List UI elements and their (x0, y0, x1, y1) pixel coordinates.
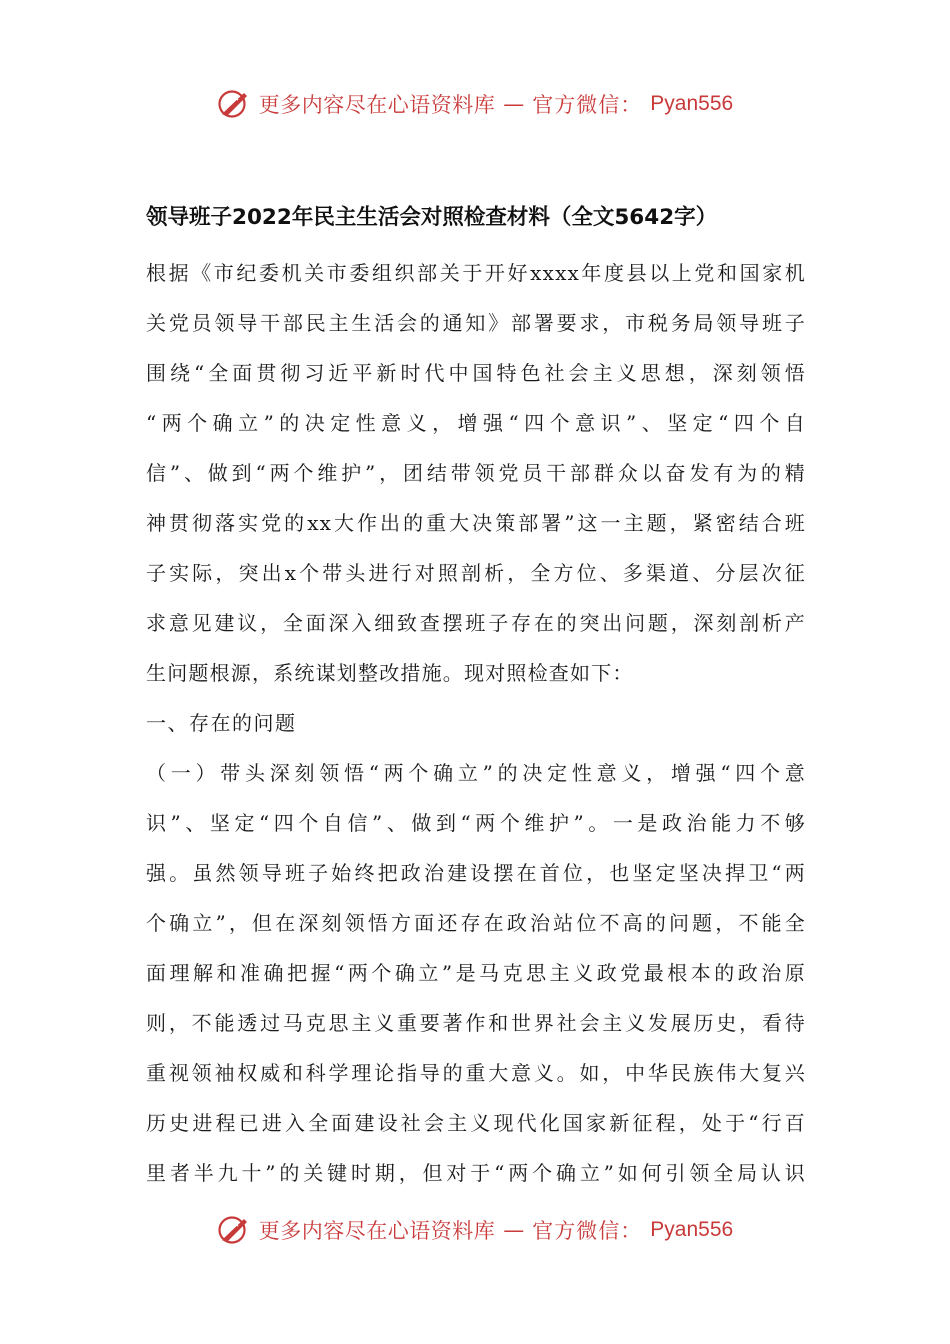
body-line: 里者半九十”的关键时期，但对于“两个确立”如何引领全局认识 (146, 1161, 806, 1185)
header-banner (0, 84, 950, 124)
document-title: 领导班子2022年民主生活会对照检查材料（全文5642字） (146, 205, 718, 230)
body-line: 重视领袖权威和科学理论指导的重大意义。如，中华民族伟大复兴 (146, 1061, 806, 1085)
document-body (146, 248, 806, 1198)
body-line: 信”、做到“两个维护”，团结带领党员干部群众以奋发有为的精 (146, 461, 806, 485)
pen-logo-icon (217, 1213, 251, 1247)
body-line: 子实际，突出x个带头进行对照剖析，全方位、多渠道、分层次征 (146, 561, 806, 585)
banner-handle: Pyan556 (650, 1218, 734, 1241)
body-line: 关党员领导干部民主生活会的通知》部署要求，市税务局领导班子 (146, 311, 806, 335)
body-line: 求意见建议，全面深入细致查摆班子存在的突出问题，深刻剖析产 (146, 611, 806, 635)
banner-separator: — (503, 92, 525, 116)
body-line: 个确立”，但在深刻领悟方面还存在政治站位不高的问题，不能全 (146, 911, 806, 935)
section-heading: 一、存在的问题 (146, 711, 297, 735)
body-line: 根据《市纪委机关市委组织部关于开好xxxx年度县以上党和国家机 (146, 261, 806, 285)
banner-wechat-label: 官方微信： (532, 93, 643, 117)
body-line: （一）带头深刻领悟“两个确立”的决定性意义，增强“四个意 (146, 761, 806, 785)
banner-handle: Pyan556 (650, 92, 734, 115)
footer-banner (0, 1210, 950, 1250)
body-line: 围绕“全面贯彻习近平新时代中国特色社会主义思想，深刻领悟 (146, 361, 806, 385)
body-line: 强。虽然领导班子始终把政治建设摆在首位，也坚定坚决捍卫“两 (146, 861, 806, 885)
body-line: 面理解和准确把握“两个确立”是马克思主义政党最根本的政治原 (146, 961, 806, 985)
banner-text: 更多内容尽在心语资料库 (258, 1219, 496, 1243)
body-line: 识”、坚定“四个自信”、做到“两个维护”。一是政治能力不够 (146, 811, 806, 835)
banner-text: 更多内容尽在心语资料库 (258, 93, 496, 117)
pen-logo-icon (217, 87, 251, 121)
body-line: 历史进程已进入全面建设社会主义现代化国家新征程，处于“行百 (146, 1111, 806, 1135)
body-line: 则，不能透过马克思主义重要著作和世界社会主义发展历史，看待 (146, 1011, 806, 1035)
body-line: “两个确立”的决定性意义，增强“四个意识”、坚定“四个自 (146, 411, 806, 435)
banner-separator: — (503, 1218, 525, 1242)
body-line: 神贯彻落实党的xx大作出的重大决策部署”这一主题，紧密结合班 (146, 511, 806, 535)
body-line: 生问题根源，系统谋划整改措施。现对照检查如下： (146, 661, 634, 685)
banner-wechat-label: 官方微信： (532, 1219, 643, 1243)
